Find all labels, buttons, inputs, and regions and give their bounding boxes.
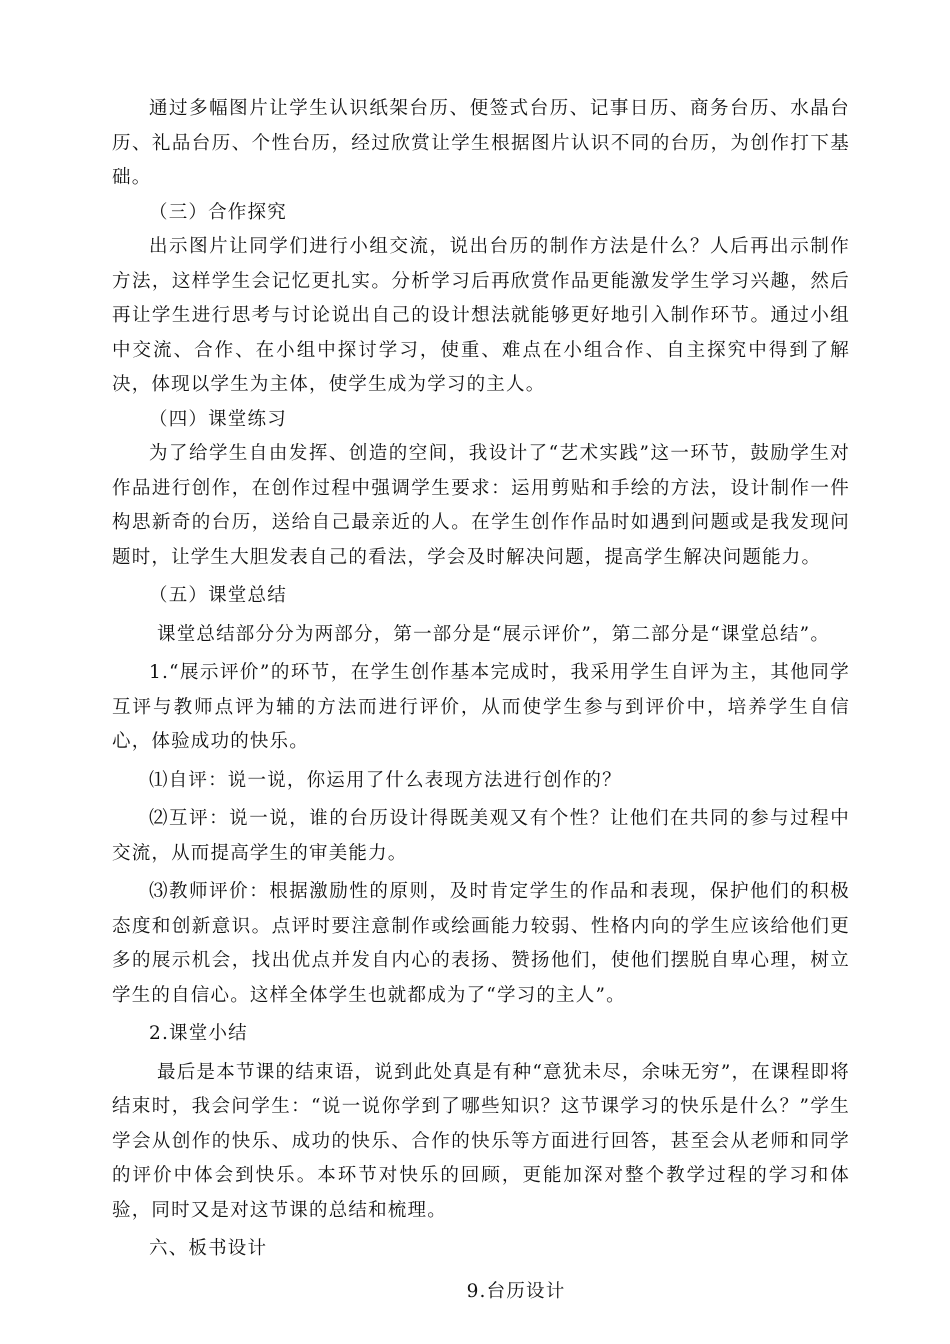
intro-paragraph: 通过多幅图片让学生认识纸架台历、便签式台历、记事日历、商务台历、水晶台历、礼品台历、个性台历，经过欣赏让学生根据图片认识不同的台历，为创作打下基础。 (112, 98, 850, 188)
class-wrapup-heading: 2.课堂小结 (149, 1023, 248, 1044)
display-evaluation-paragraph: 1.“展示评价”的环节，在学生创作基本完成时，我采用学生自评为主，其他同学互评与教师点评为辅的方法而进行评价，从而使学生参与到评价中，培养学生自信心，体验成功的快乐。 (112, 662, 850, 752)
section-heading-blackboard-design: 六、板书设计 (149, 1238, 268, 1259)
section-heading-cooperative-inquiry: （三）合作探究 (149, 201, 287, 223)
blackboard-title: 9.台历设计 (466, 1280, 566, 1302)
classroom-practice-paragraph: 为了给学生自由发挥、创造的空间，我设计了“艺术实践”这一环节，鼓励学生对作品进行创作，在创作过程中强调学生要求：运用剪贴和手绘的方法，设计制作一件构思新奇的台历，送给自己最亲近的人。在学生创作作品时如遇到问题或是我发现问题时，让学生大胆发表自己的看法，学会及时解决问题，提高学生解决问题能力。 (112, 443, 850, 568)
cooperative-inquiry-paragraph: 出示图片让同学们进行小组交流，说出台历的制作方法是什么？人后再出示制作方法，这样学生会记忆更扎实。分析学习后再欣赏作品更能激发学生学习兴趣，然后再让学生进行思考与讨论说出自己的设计想法就能够更好地引入制作环节。通过小组中交流、合作、在小组中探讨学习，使重、难点在小组合作、自主探究中得到了解决，体现以学生为主体，使学生成为学习的主人。 (112, 236, 850, 395)
class-wrapup-paragraph: 最后是本节课的结束语，说到此处真是有种“意犹未尽，余味无穷”，在课程即将结束时，我会问学生：“说一说你学到了哪些知识？这节课学习的快乐是什么？”学生学会从创作的快乐、成功的快乐、合作的快乐等方面进行回答，甚至会从老师和同学的评价中体会到快乐。本环节对快乐的回顾，更能加深对整个教学过程的学习和体验，同时又是对这节课的总结和梳理。 (112, 1061, 850, 1221)
teacher-evaluation-item: ⑶教师评价：根据激励性的原则，及时肯定学生的作品和表现，保护他们的积极态度和创新意识。点评时要注意制作或绘画能力较弱、性格内向的学生应该给他们更多的展示机会，找出优点并发自内心的表扬、赞扬他们，使他们摆脱自卑心理，树立学生的自信心。这样全体学生也就都成为了“学习的主人”。 (112, 881, 850, 1006)
class-summary-intro: 课堂总结部分分为两部分，第一部分是“展示评价”，第二部分是“课堂总结”。 (157, 623, 831, 645)
document-page (112, 92, 850, 1309)
section-heading-classroom-practice: （四）课堂练习 (149, 408, 287, 430)
peer-evaluation-item: ⑵互评：说一说，谁的台历设计得既美观又有个性？让他们在共同的参与过程中交流，从而提高学生的审美能力。 (112, 808, 850, 864)
self-evaluation-item: ⑴自评：说一说，你运用了什么表现方法进行创作的？ (149, 769, 622, 791)
section-heading-class-summary: （五）课堂总结 (149, 585, 287, 606)
